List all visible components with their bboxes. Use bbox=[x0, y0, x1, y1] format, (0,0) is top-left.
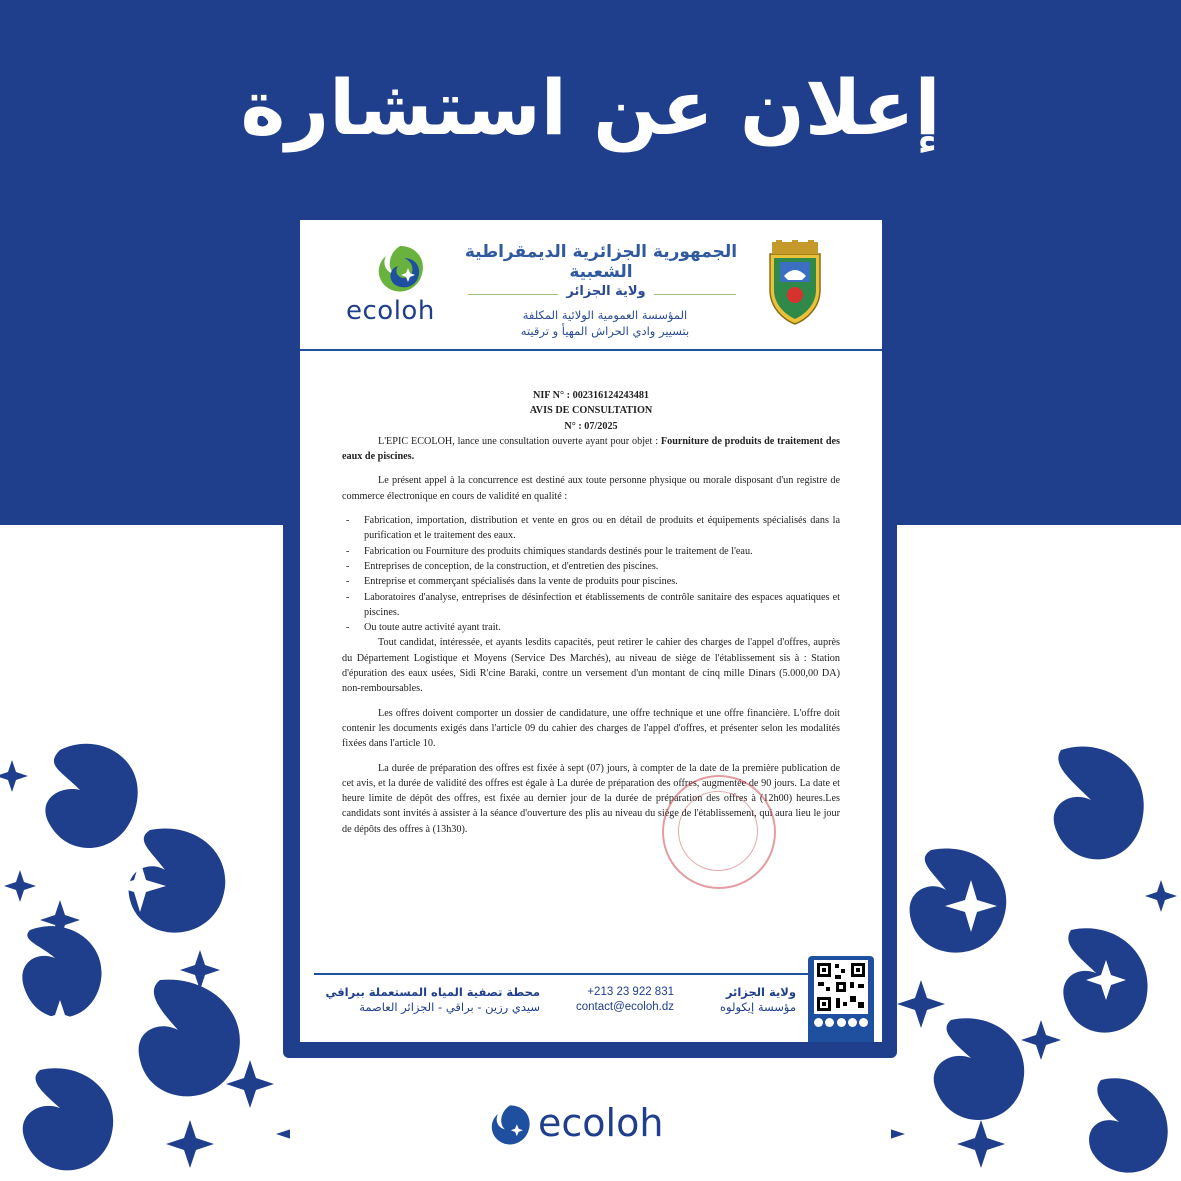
youtube-icon[interactable] bbox=[837, 1018, 846, 1027]
drop-icon bbox=[1054, 747, 1144, 860]
linkedin-icon[interactable] bbox=[848, 1018, 857, 1027]
list-item: - Fabrication, importation, distribution et vente en gros ou en détail de produits et équipements spécialisés dans la purification et le traitement des eaux. bbox=[342, 513, 840, 544]
sparkle-icon bbox=[180, 950, 220, 990]
drop-icon bbox=[22, 926, 101, 1018]
notice-title: AVIS DE CONSULTATION bbox=[529, 405, 653, 417]
bottom-wordmark: ecoloh bbox=[538, 1101, 664, 1145]
x-icon[interactable] bbox=[825, 1018, 834, 1027]
letterhead-divider-right bbox=[654, 294, 736, 295]
withdrawal-paragraph: Tout candidat, intéressée, et ayants lesdits capacités, peut retirer le cahier des charges de l'appel d'offres, auprès du Département Logistique et Moyens (Service Des Marchés), au niveau de siège de l'établissement sis à : Station d'épuration des eaux usées, Sidi R'cine Baraki, contre un versement d'un montant de cinq mille Dinars (5.000,00 DA) non-remboursables. bbox=[342, 637, 840, 695]
decorative-pattern-right bbox=[891, 730, 1181, 1181]
qr-panel bbox=[808, 956, 874, 1042]
list-item: - Laboratoires d'analyse, entreprises de désinfection et établissements de contrôle sanitaire des espaces aquatiques et piscines. bbox=[342, 590, 840, 621]
drop-icon bbox=[934, 1018, 1024, 1120]
offers-paragraph: Les offres doivent comporter un dossier de candidature, une offre technique et une offre financière. L'offre doit contenir les documents exigés dans l'article 09 du cahier des charges de l'appel d'offres, et présenter selon les modalités fixées dans l'article 10. bbox=[342, 707, 840, 750]
drop-icon bbox=[1089, 1078, 1168, 1172]
republic-title: الجمهورية الجزائرية الديمقراطية الشعبية bbox=[464, 242, 738, 282]
list-item: - Entreprises de conception, de la construction, et d'entretien des piscines. bbox=[342, 559, 840, 574]
sparkle-icon bbox=[1145, 880, 1177, 912]
drop-icon bbox=[45, 744, 137, 848]
drop-icon bbox=[139, 980, 240, 1097]
sparkle-icon bbox=[1086, 960, 1126, 1000]
page-headline: إعلان عن استشارة bbox=[240, 63, 941, 152]
contact-email[interactable]: contact@ecoloh.dz bbox=[576, 1001, 674, 1013]
footer-company: مؤسسة إيكولوه bbox=[720, 1000, 796, 1014]
sparkle-icon bbox=[945, 880, 997, 932]
wilaya-emblem-icon bbox=[764, 240, 826, 326]
list-item: - Entreprise et commerçant spécialisés dans la vente de produits pour piscines. bbox=[342, 574, 840, 589]
sparkle-icon bbox=[40, 900, 80, 940]
station-address: سيدي رزين - براقي - الجزائر العاصمة bbox=[359, 1000, 540, 1014]
letterhead-divider-left bbox=[468, 294, 558, 295]
intro-text: L'EPIC ECOLOH, lance une consultation ouverte ayant pour objet : bbox=[378, 435, 661, 447]
sparkle-icon bbox=[891, 1110, 905, 1158]
station-name: محطة تصفية المياه المستعملة ببراقي bbox=[325, 985, 540, 999]
footer-org bbox=[688, 985, 796, 1015]
bottom-ecoloh-logo bbox=[486, 1100, 698, 1150]
footer-station bbox=[320, 985, 540, 1015]
social-icons bbox=[814, 1018, 868, 1028]
facebook-icon[interactable] bbox=[814, 1018, 823, 1027]
institution-line-1: المؤسسة العمومية الولائية المكلفة bbox=[522, 308, 688, 322]
contact-phone[interactable]: +213 23 922 831 bbox=[587, 986, 674, 998]
sparkle-icon bbox=[114, 860, 166, 912]
list-item: - Ou toute autre activité ayant trait. bbox=[342, 620, 840, 635]
sparkle-icon bbox=[1021, 1020, 1061, 1060]
notice-body bbox=[342, 388, 840, 837]
footer-rule bbox=[314, 973, 868, 975]
ecoloh-drop-icon bbox=[372, 242, 428, 298]
ecoloh-wordmark: ecoloh bbox=[346, 296, 435, 326]
list-item: - Fabrication ou Fourniture des produits chimiques standards destinés pour le traitement de l'eau. bbox=[342, 544, 840, 559]
ecoloh-logo bbox=[346, 242, 456, 332]
drop-icon bbox=[129, 828, 226, 932]
footer-contact bbox=[562, 985, 674, 1015]
footer-wilaya: ولاية الجزائر bbox=[725, 985, 796, 999]
eligibility-paragraph: Le présent appel à la concurrence est destiné aux toute personne physique ou morale disposant d'un registre de commerce électronique en cours de validité en qualité : bbox=[342, 475, 840, 502]
drop-icon bbox=[910, 848, 1007, 952]
official-stamp bbox=[662, 775, 776, 889]
intro-object: Fourniture de produits de traitement des eaux de piscines. bbox=[342, 435, 840, 463]
sparkle-icon bbox=[897, 980, 945, 1028]
sparkle-icon bbox=[276, 1110, 290, 1158]
drop-icon bbox=[1063, 928, 1147, 1032]
drop-icon bbox=[23, 1068, 113, 1170]
wilaya-title: ولاية الجزائر bbox=[566, 284, 646, 299]
sparkle-icon bbox=[40, 1000, 80, 1040]
sparkle-icon bbox=[226, 1060, 274, 1108]
qr-code-icon[interactable] bbox=[814, 960, 868, 1014]
decorative-pattern-left bbox=[0, 730, 290, 1181]
institution-line-2: بتسيير وادي الحراش المهيأ و ترقيته bbox=[520, 324, 690, 338]
sparkle-icon bbox=[166, 1120, 214, 1168]
notice-intro bbox=[342, 434, 840, 465]
duration-paragraph: La durée de préparation des offres est fixée à sept (07) jours, à compter de la date de la première publication de cet avis, et la durée de validité des offres est égale à La durée de préparation des offres, augmentée de 90 jours. La date et heure limite de dépôt des offres, est fixée au dernier jour de la durée de préparation des offres à (12h00) heures.Les candidats sont invités à assister à la séance d'ouverture des plis au niveau du siège de l'établissement, qui aura lieu le jour de dépôts des offres à (13h30). bbox=[342, 762, 840, 835]
sparkle-icon bbox=[4, 870, 36, 902]
sparkle-icon bbox=[0, 760, 28, 792]
instagram-icon[interactable] bbox=[859, 1018, 868, 1027]
document-paper bbox=[300, 220, 882, 1042]
sparkle-icon bbox=[957, 1120, 1005, 1168]
activity-list bbox=[342, 513, 840, 635]
letterhead-rule bbox=[300, 349, 882, 351]
nif-number: NIF N° : 002316124243481 bbox=[532, 390, 650, 401]
notice-number: N° : 07/2025 bbox=[564, 420, 618, 432]
ecoloh-drop-icon bbox=[486, 1102, 534, 1150]
